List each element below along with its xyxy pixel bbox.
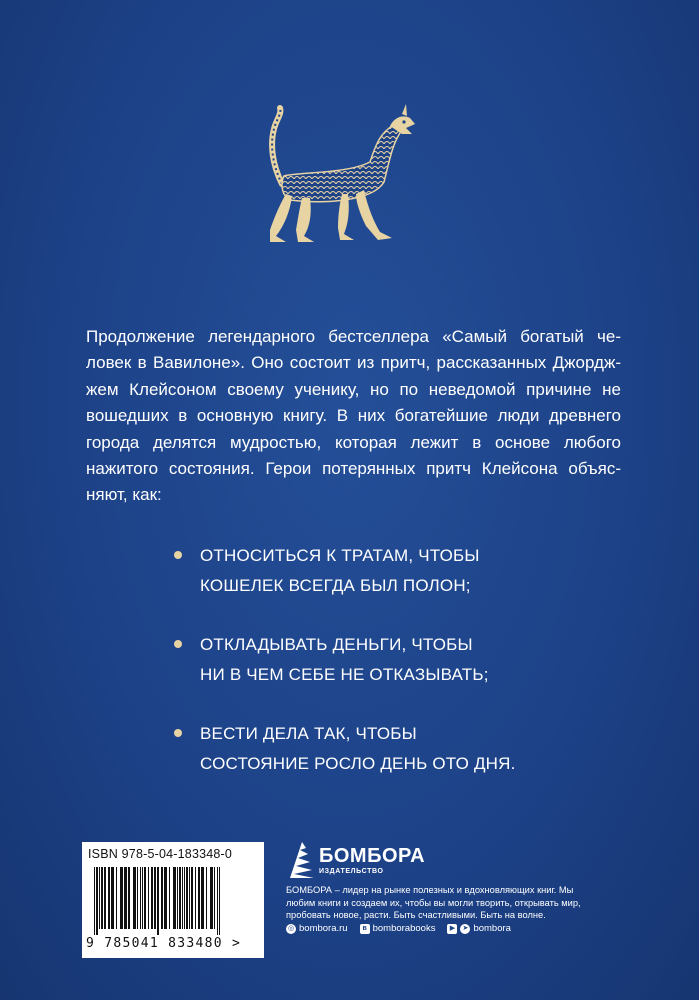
barcode-bar bbox=[214, 867, 215, 929]
barcode-bar bbox=[195, 867, 196, 929]
description-line: жем Клейсоном своему ученику, но по неведомой причине не bbox=[86, 379, 621, 399]
barcode-digits: 9 785041 833480 > bbox=[86, 936, 242, 951]
publisher-subtitle: ИЗДАТЕЛЬСТВО bbox=[319, 868, 384, 875]
description-line: нажитого состояния. Герои потерянных притч Клейсона объяс- bbox=[86, 459, 621, 479]
barcode-bar bbox=[177, 867, 178, 929]
barcode-bar bbox=[108, 867, 110, 929]
barcode-bar bbox=[198, 867, 200, 929]
barcode-bar bbox=[120, 867, 123, 929]
list-item-text: ВЕСТИ ДЕЛА ТАК, ЧТОБЫ СОСТОЯНИЕ РОСЛО ДЕНЬ ОТО ДНЯ. bbox=[200, 724, 516, 773]
barcode-bar bbox=[101, 867, 103, 929]
description-line: ловек в Вавилоне». Оно состоит из притч, рассказанных Джордж- bbox=[86, 353, 621, 373]
barcode-bar bbox=[210, 867, 213, 929]
barcode-bar bbox=[164, 867, 167, 929]
barcode-bar bbox=[186, 867, 188, 929]
barcode-bar bbox=[99, 867, 100, 929]
social-link-vk[interactable] bbox=[360, 923, 436, 934]
book-description bbox=[86, 324, 621, 509]
barcode-bar bbox=[173, 867, 176, 929]
list-item-text: ОТНОСИТЬСЯ К ТРАТАМ, ЧТОБЫ КОШЕЛЕК ВСЕГДА БЫЛ ПОЛОН; bbox=[200, 546, 480, 595]
vk-icon: в bbox=[360, 924, 370, 934]
barcode-bar bbox=[116, 867, 117, 929]
barcode-bar bbox=[189, 867, 190, 929]
barcode-bar bbox=[124, 867, 127, 929]
benefits-list bbox=[172, 541, 552, 808]
barcode-bar bbox=[191, 867, 193, 929]
barcode-bar bbox=[137, 867, 138, 929]
social-links bbox=[286, 923, 523, 934]
description-line: Продолжение легендарного бестселлера «Самый богатый че- bbox=[86, 327, 621, 346]
bullet-dot-icon bbox=[174, 551, 182, 559]
description-line: няют, как: bbox=[86, 485, 162, 505]
social-label: bomborabooks bbox=[372, 923, 436, 934]
mushhushshu-dragon-icon bbox=[252, 104, 417, 254]
web-icon: ◎ bbox=[287, 924, 295, 932]
social-link-telegram[interactable] bbox=[447, 923, 511, 934]
barcode bbox=[82, 842, 264, 958]
bullet-dot-icon bbox=[174, 640, 182, 648]
list-item-text: ОТКЛАДЫВАТЬ ДЕНЬГИ, ЧТОБЫ НИ В ЧЕМ СЕБЕ НЕ ОТКАЗЫВАТЬ; bbox=[200, 635, 489, 684]
barcode-bar bbox=[142, 867, 143, 929]
description-line: города делятся мудростью, которая лежит в основе любого bbox=[86, 432, 621, 452]
barcode-bar bbox=[184, 867, 185, 929]
social-link-web[interactable] bbox=[286, 923, 348, 934]
barcode-bar bbox=[96, 867, 98, 935]
barcode-bar bbox=[219, 867, 220, 935]
barcode-bar bbox=[140, 867, 141, 929]
bombora-logo-icon bbox=[290, 840, 314, 880]
list-item bbox=[172, 630, 552, 690]
barcode-bars bbox=[92, 867, 254, 935]
barcode-bar bbox=[151, 867, 153, 929]
list-item bbox=[172, 541, 552, 601]
barcode-bar bbox=[94, 867, 95, 935]
barcode-bar bbox=[144, 867, 146, 929]
barcode-bar bbox=[206, 867, 207, 929]
list-item bbox=[172, 719, 552, 779]
barcode-bar bbox=[169, 867, 170, 929]
barcode-bar bbox=[179, 867, 181, 929]
video-icon: ▶ bbox=[447, 924, 457, 934]
barcode-bar bbox=[161, 867, 163, 929]
social-label: bombora.ru bbox=[299, 923, 348, 934]
barcode-bar bbox=[128, 867, 130, 929]
barcode-bar bbox=[182, 867, 183, 929]
barcode-bar bbox=[104, 867, 106, 929]
barcode-bar bbox=[111, 867, 114, 929]
barcode-bar bbox=[201, 867, 204, 929]
social-label: bombora bbox=[473, 923, 511, 934]
publisher-description: БОМБОРА – лидер на рынке полезных и вдохновляющих книг. Мы любим книги и создаем их, чтобы вы могли творить, открывать мир, пробовать новое, расти. Быть счастливыми. Быть на волне. bbox=[286, 885, 581, 921]
barcode-bar bbox=[157, 867, 159, 935]
bullet-dot-icon bbox=[174, 729, 182, 737]
barcode-bar bbox=[133, 867, 136, 929]
barcode-bar bbox=[217, 867, 218, 935]
telegram-icon: ➤ bbox=[460, 924, 470, 934]
publisher-name: БОМБОРА bbox=[319, 845, 426, 867]
barcode-bar bbox=[154, 867, 156, 929]
isbn-number: ISBN 978-5-04-183348-0 bbox=[88, 847, 233, 861]
description-line: вошедших в основную книгу. В них богатейшие люди древнего bbox=[86, 406, 621, 426]
barcode-bar bbox=[148, 867, 149, 929]
